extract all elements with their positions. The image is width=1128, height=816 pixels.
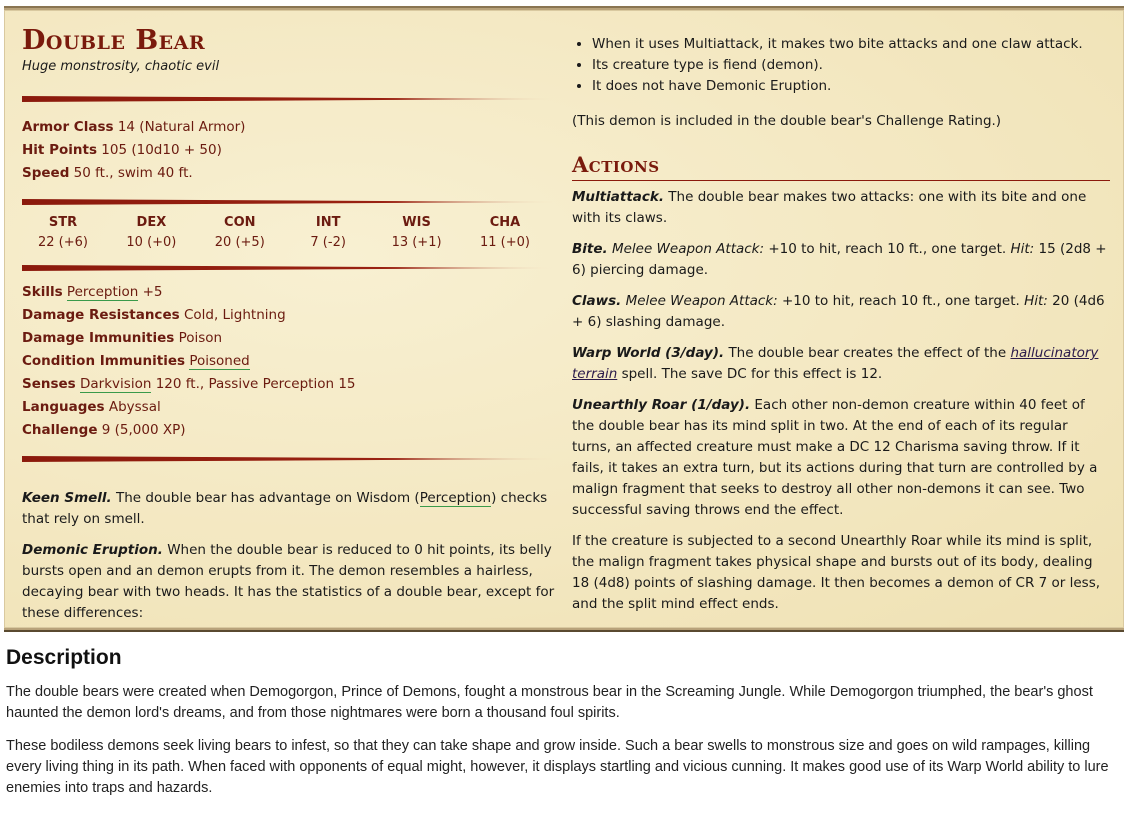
description-section xyxy=(6,646,1124,811)
action-text: spell. The save DC for this effect is 12. xyxy=(621,366,883,382)
languages-value: Abyssal xyxy=(108,399,161,415)
list-item: • It does not have Demonic Eruption. xyxy=(592,76,1110,97)
action-unearthly-roar-continued: If the creature is subjected to a second Unearthly Roar while its mind is split, the malign fragment takes physical shape and bursts out of its body, dealing 18 (4d8) points of slashing damage. It then becomes a demon of CR 7 or less, and the split mind effect ends. xyxy=(572,533,1101,612)
ability-int xyxy=(293,213,363,253)
stat-block-left-column xyxy=(22,24,558,634)
perception-link[interactable]: Perception xyxy=(419,490,492,506)
action-text: 15 (2d8 + 6) piercing damage. xyxy=(572,241,1107,278)
ability-name: CHA xyxy=(489,215,521,230)
action-title: Warp World (3/day). xyxy=(572,345,725,361)
speed-value: 50 ft., swim 40 ft. xyxy=(73,165,193,181)
ability-value: 22 (+6) xyxy=(38,235,88,250)
skills-label: Skills xyxy=(22,284,63,300)
damage-immunities xyxy=(22,327,558,350)
attack-type: Melee Weapon Attack: xyxy=(625,293,778,309)
monster-name: Double Bear xyxy=(22,25,206,56)
actions-heading: Actions xyxy=(572,152,1110,181)
ability-name: STR xyxy=(48,215,78,230)
ability-name: CON xyxy=(224,215,256,230)
ability-name: DEX xyxy=(136,215,167,230)
action-title: Unearthly Roar (1/day). xyxy=(572,397,751,413)
hit-points xyxy=(22,139,558,162)
perception-link[interactable]: Perception xyxy=(66,284,139,300)
trait-keen-smell xyxy=(22,488,558,530)
ability-value: 20 (+5) xyxy=(214,235,265,250)
action-text: The double bear makes two attacks: one with its bite and one with its claws. xyxy=(572,189,1087,226)
divider xyxy=(22,265,558,271)
differences-list xyxy=(572,34,1110,97)
speed xyxy=(22,162,558,185)
attack-type: Melee Weapon Attack: xyxy=(611,241,765,257)
poisoned-link[interactable]: Poisoned xyxy=(189,353,250,369)
darkvision-link[interactable]: Darkvision xyxy=(80,376,152,392)
ability-dex xyxy=(116,213,186,253)
trait-demonic-eruption xyxy=(22,540,558,624)
monster-type: Huge monstrosity, chaotic evil xyxy=(22,59,220,74)
list-item: • When it uses Multiattack, it makes two bite attacks and one claw attack. xyxy=(592,34,1110,55)
stat-block xyxy=(4,6,1124,632)
action-bite xyxy=(572,239,1110,281)
damage-resistances-value: Cold, Lightning xyxy=(183,307,286,323)
skills-value: +5 xyxy=(142,284,163,300)
description-paragraph: These bodiless demons seek living bears to infest, so that they can take shape and grow inside. Such a bear swells to monstrous size and goes on wild rampages, killing every living thing in its path. When faced with opponents of equal might, however, it displays startling and vicious cunning. It makes good use of its Warp World ability to lure enemies into traps and hazards. xyxy=(6,738,1109,796)
ability-value: 7 (-2) xyxy=(310,235,346,250)
senses xyxy=(22,373,558,396)
condition-immunities-label: Condition Immunities xyxy=(22,353,186,369)
description-heading: Description xyxy=(6,646,122,669)
ability-value: 10 (+0) xyxy=(126,235,177,250)
hit-label: Hit: xyxy=(1010,241,1035,257)
senses-label: Senses xyxy=(22,376,76,392)
senses-value: 120 ft., Passive Perception 15 xyxy=(155,376,356,392)
ability-value: 11 (+0) xyxy=(479,235,530,250)
ability-value: 13 (+1) xyxy=(391,235,442,250)
action-unearthly-roar xyxy=(572,395,1110,521)
ability-wis xyxy=(382,213,452,253)
divider xyxy=(22,456,558,462)
speed-label: Speed xyxy=(22,165,70,181)
damage-resistances-label: Damage Resistances xyxy=(22,307,180,323)
action-text: +10 to hit, reach 10 ft., one target. xyxy=(768,241,1007,257)
action-title: Bite. xyxy=(572,241,608,257)
trait-title: Keen Smell. xyxy=(22,490,112,506)
action-text: The double bear creates the effect of the xyxy=(728,345,1007,361)
ability-scores xyxy=(22,213,558,253)
action-text: 20 (4d6 + 6) slashing damage. xyxy=(572,293,1105,330)
trait-text: ) checks that rely on smell. xyxy=(22,490,548,527)
ability-name: INT xyxy=(315,215,341,230)
action-text: +10 to hit, reach 10 ft., one target. xyxy=(781,293,1020,309)
armor-class-label: Armor Class xyxy=(22,119,114,135)
challenge-value: 9 (5,000 XP) xyxy=(101,422,186,438)
hit-points-value: 105 (10d10 + 50) xyxy=(101,142,222,158)
ability-con xyxy=(205,213,275,253)
languages-label: Languages xyxy=(22,399,105,415)
action-title: Multiattack. xyxy=(572,189,664,205)
ability-name: WIS xyxy=(402,215,431,230)
cr-note: (This demon is included in the double bear's Challenge Rating.) xyxy=(572,113,1002,129)
ability-cha xyxy=(470,213,540,253)
challenge xyxy=(22,419,558,442)
armor-class-value: 14 (Natural Armor) xyxy=(117,119,246,135)
action-warp-world xyxy=(572,343,1110,385)
action-title: Claws. xyxy=(572,293,622,309)
damage-immunities-value: Poison xyxy=(178,330,223,346)
divider xyxy=(22,199,558,205)
trait-text: When the double bear is reduced to 0 hit points, its belly bursts open and an demon erupts from it. The demon resembles a hairless, decaying bear with two heads. It has the statistics of a double bear, except for these differences: xyxy=(22,542,555,621)
trait-title: Demonic Eruption. xyxy=(22,542,163,558)
hallucinatory-terrain-link[interactable]: hallucinatory terrain xyxy=(572,345,1099,382)
skills xyxy=(22,281,558,304)
damage-immunities-label: Damage Immunities xyxy=(22,330,175,346)
action-multiattack xyxy=(572,187,1110,229)
stat-block-right-column xyxy=(572,34,1110,625)
ability-str xyxy=(28,213,98,253)
list-item: • Its creature type is fiend (demon). xyxy=(592,55,1110,76)
challenge-label: Challenge xyxy=(22,422,98,438)
damage-resistances xyxy=(22,304,558,327)
action-claws xyxy=(572,291,1110,333)
description-paragraph: The double bears were created when Demogorgon, Prince of Demons, fought a monstrous bear in the Screaming Jungle. While Demogorgon triumphed, the bear's ghost haunted the demon lord's dreams, and from those nightmares were born a thousand foul spirits. xyxy=(6,684,1093,721)
armor-class xyxy=(22,116,558,139)
action-text: Each other non-demon creature within 40 feet of the double bear has its mind split in two. At the end of each of its regular turns, an affected creature must make a DC 12 Charisma saving throw. If it fails, it takes an extra turn, but its actions during that turn are controlled by a malign fragment that seeks to destroy all other non-demons it can see. Two successful saving throws end the effect. xyxy=(572,397,1098,518)
trait-text: The double bear has advantage on Wisdom ( xyxy=(115,490,420,506)
hit-points-label: Hit Points xyxy=(22,142,97,158)
languages xyxy=(22,396,558,419)
divider xyxy=(22,96,558,102)
condition-immunities xyxy=(22,350,558,373)
hit-label: Hit: xyxy=(1024,293,1048,309)
